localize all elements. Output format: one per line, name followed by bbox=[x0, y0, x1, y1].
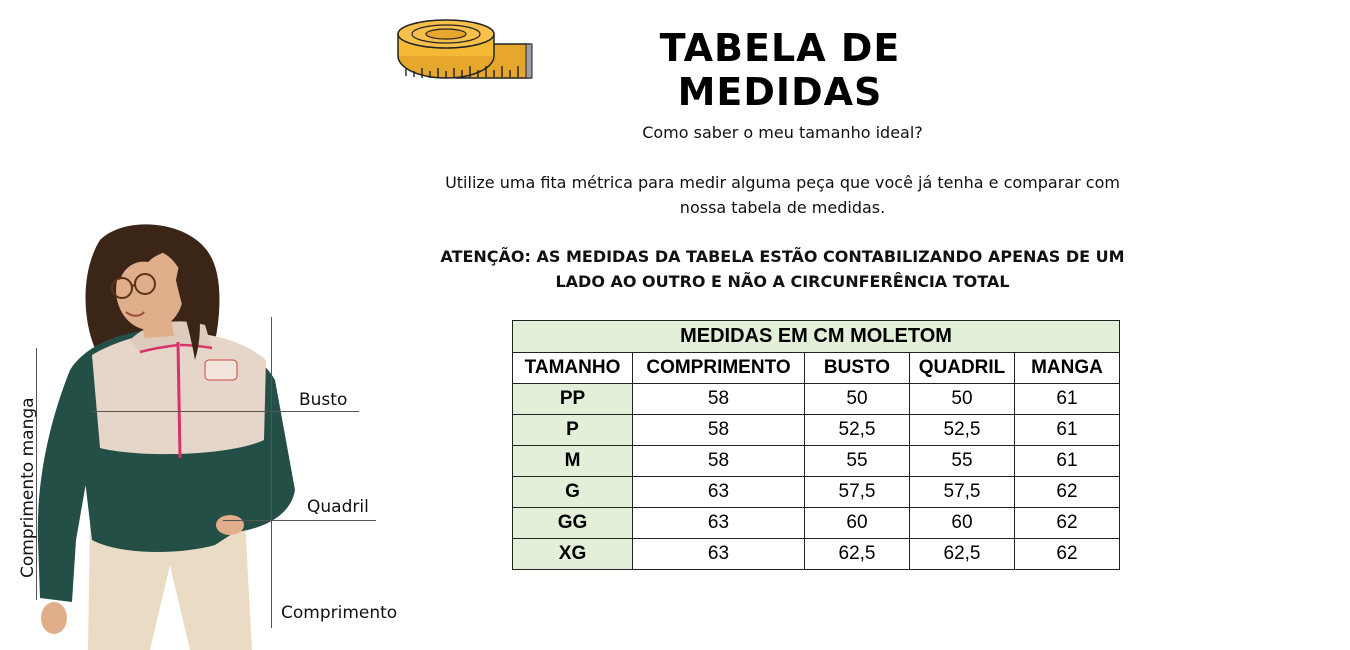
busto-guide-line bbox=[92, 411, 359, 412]
size-table bbox=[512, 320, 1120, 570]
col-header-manga: MANGA bbox=[1015, 353, 1120, 384]
table-cell: 58 bbox=[633, 446, 805, 477]
size-cell: P bbox=[513, 415, 633, 446]
comprimento-label: Comprimento bbox=[281, 603, 398, 623]
table-cell: 58 bbox=[633, 384, 805, 415]
table-cell: 55 bbox=[910, 446, 1015, 477]
table-cell: 62 bbox=[1015, 508, 1120, 539]
busto-label: Busto bbox=[299, 390, 348, 410]
table-cell: 58 bbox=[633, 415, 805, 446]
size-cell: GG bbox=[513, 508, 633, 539]
table-cell: 50 bbox=[910, 384, 1015, 415]
table-cell: 55 bbox=[805, 446, 910, 477]
table-caption: MEDIDAS EM CM MOLETOM bbox=[513, 321, 1120, 353]
table-cell: 57,5 bbox=[805, 477, 910, 508]
size-cell: PP bbox=[513, 384, 633, 415]
table-cell: 60 bbox=[910, 508, 1015, 539]
size-cell: XG bbox=[513, 539, 633, 570]
col-header-quadril: QUADRIL bbox=[910, 353, 1015, 384]
table-row bbox=[513, 415, 1120, 446]
table-row bbox=[513, 477, 1120, 508]
comprimento-manga-label: Comprimento manga bbox=[18, 397, 38, 578]
quadril-guide-line bbox=[223, 520, 376, 521]
table-cell: 61 bbox=[1015, 415, 1120, 446]
table-cell: 60 bbox=[805, 508, 910, 539]
table-row bbox=[513, 384, 1120, 415]
table-cell: 63 bbox=[633, 477, 805, 508]
table-cell: 63 bbox=[633, 508, 805, 539]
table-cell: 61 bbox=[1015, 384, 1120, 415]
size-cell: M bbox=[513, 446, 633, 477]
col-header-busto: BUSTO bbox=[805, 353, 910, 384]
size-question: Como saber o meu tamanho ideal? bbox=[642, 123, 923, 142]
table-cell: 50 bbox=[805, 384, 910, 415]
table-cell: 57,5 bbox=[910, 477, 1015, 508]
table-cell: 52,5 bbox=[910, 415, 1015, 446]
measuring-tape-icon bbox=[396, 14, 536, 86]
table-cell: 62 bbox=[1015, 477, 1120, 508]
comprimento-guide-line bbox=[271, 317, 272, 628]
table-cell: 63 bbox=[633, 539, 805, 570]
table-cell: 61 bbox=[1015, 446, 1120, 477]
table-cell: 62,5 bbox=[910, 539, 1015, 570]
measurement-warning: ATENÇÃO: AS MEDIDAS DA TABELA ESTÃO CONTABILIZANDO APENAS DE UM LADO AO OUTRO E NÃO A CIRCUNFERÊNCIA TOTAL bbox=[440, 247, 1125, 291]
table-cell: 52,5 bbox=[805, 415, 910, 446]
col-header-comprimento: COMPRIMENTO bbox=[633, 353, 805, 384]
table-cell: 62 bbox=[1015, 539, 1120, 570]
table-cell: 62,5 bbox=[805, 539, 910, 570]
table-header-row bbox=[513, 353, 1120, 384]
col-header-tamanho: TAMANHO bbox=[513, 353, 633, 384]
size-cell: G bbox=[513, 477, 633, 508]
page-title: TABELA DE MEDIDAS bbox=[659, 26, 901, 114]
model-figure bbox=[30, 220, 300, 650]
quadril-label: Quadril bbox=[307, 497, 369, 517]
table-row bbox=[513, 446, 1120, 477]
measuring-instructions: Utilize uma fita métrica para medir alguma peça que você já tenha e comparar com nossa tabela de medidas. bbox=[445, 173, 1120, 217]
table-row bbox=[513, 508, 1120, 539]
table-row bbox=[513, 539, 1120, 570]
